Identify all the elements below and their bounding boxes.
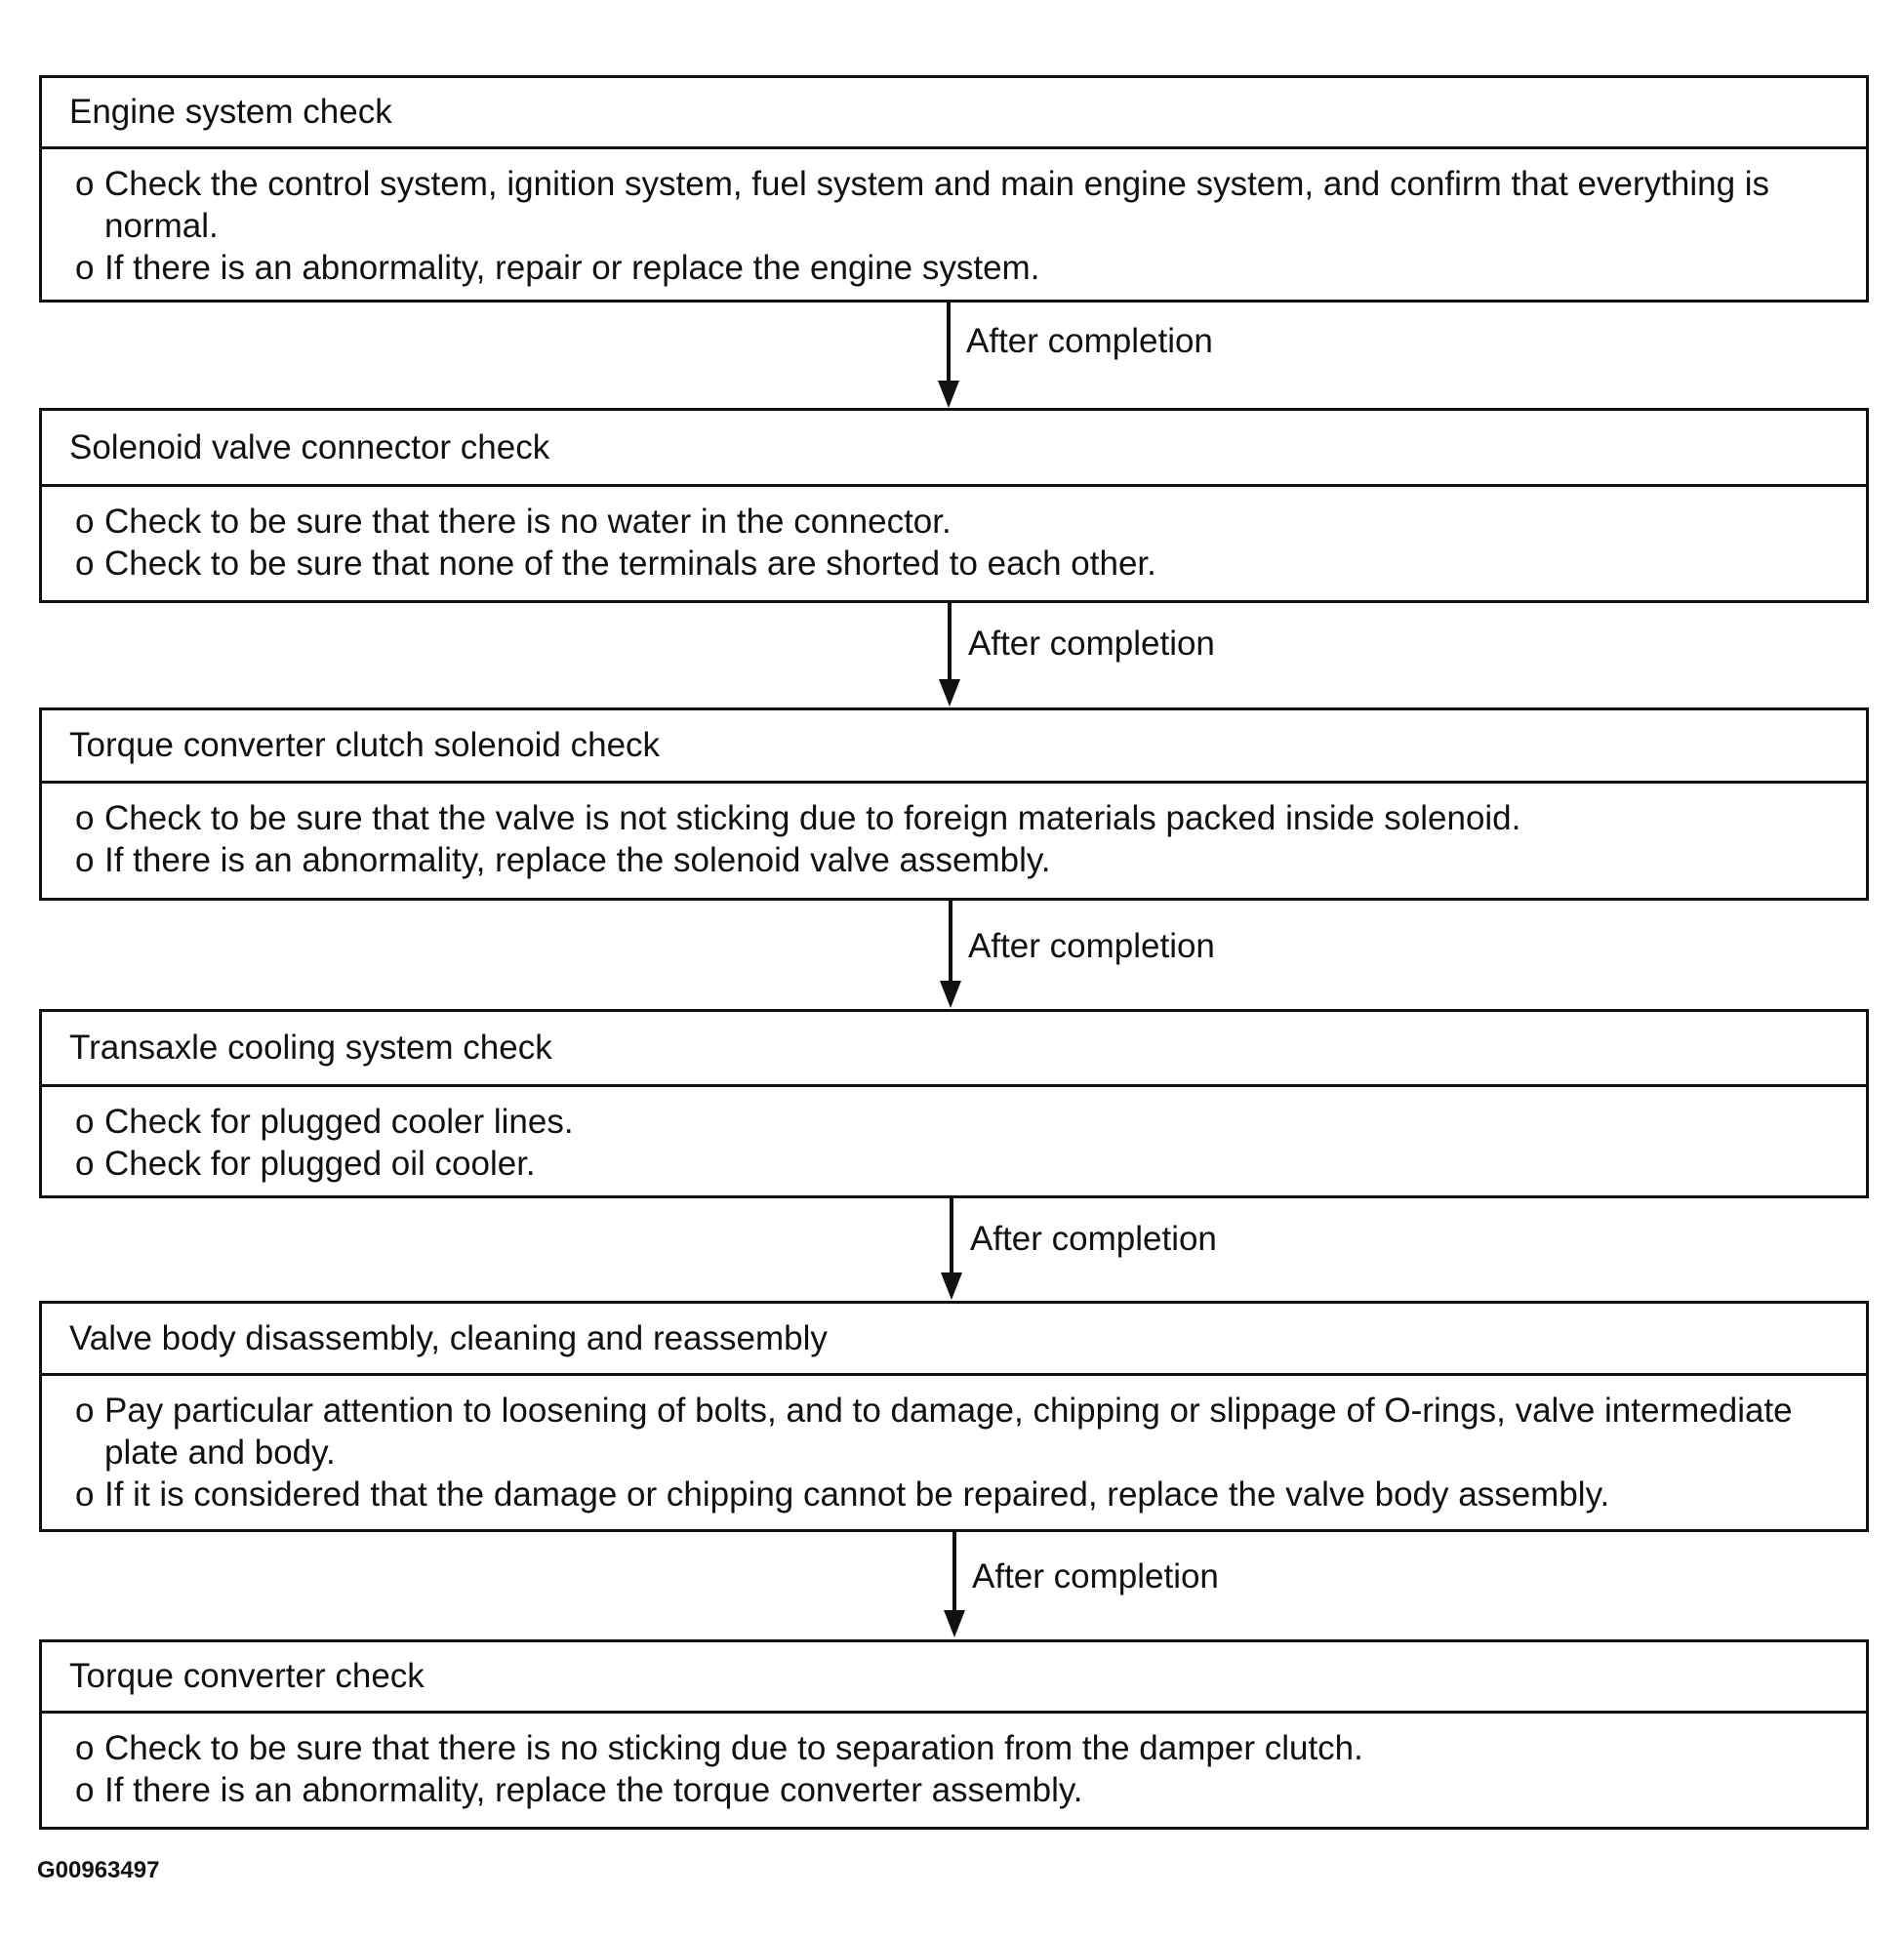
- bullet-item: [75, 1727, 1839, 1769]
- step-body: [42, 149, 1866, 289]
- flow-step-transaxle-cooling-system-check: [39, 1009, 1869, 1198]
- flow-step-torque-converter-clutch-solenoid-check: [39, 707, 1869, 901]
- flow-step-engine-system-check: [39, 75, 1869, 303]
- bullet-item: [75, 839, 1839, 881]
- bullet-text: Check for plugged oil cooler.: [104, 1145, 536, 1183]
- bullet-mark: o: [75, 165, 95, 203]
- arrow-head-icon: [941, 1272, 962, 1300]
- arrow-head-icon: [939, 679, 960, 707]
- step-title: Transaxle cooling system check: [42, 1012, 1866, 1087]
- bullet-text: Check to be sure that none of the terminals are shorted to each other.: [104, 545, 1156, 583]
- bullet-text: Check for plugged cooler lines.: [104, 1103, 574, 1141]
- bullet-mark: o: [75, 1771, 95, 1809]
- bullet-mark: o: [75, 249, 95, 287]
- bullet-text: Check to be sure that there is no sticking due to separation from the damper clutch.: [104, 1729, 1363, 1767]
- step-title: Solenoid valve connector check: [42, 411, 1866, 487]
- connector-arrow-line: [947, 303, 951, 383]
- bullet-item: [75, 543, 1839, 585]
- step-body: [42, 1087, 1866, 1185]
- flow-step-solenoid-valve-connector-check: [39, 408, 1869, 603]
- step-title: Valve body disassembly, cleaning and reassembly: [42, 1304, 1866, 1376]
- connector-arrow-line: [950, 1198, 953, 1274]
- step-body: [42, 487, 1866, 585]
- bullet-mark: o: [75, 799, 95, 837]
- step-title: Torque converter clutch solenoid check: [42, 710, 1866, 784]
- bullet-text: If there is an abnormality, replace the torque converter assembly.: [104, 1771, 1083, 1809]
- step-body: [42, 1714, 1866, 1811]
- bullet-text: Check to be sure that there is no water in the connector.: [104, 503, 952, 541]
- arrow-head-icon: [940, 981, 961, 1008]
- bullet-mark: o: [75, 1103, 95, 1141]
- bullet-mark: o: [75, 1729, 95, 1767]
- bullet-text: Pay particular attention to loosening of bolts, and to damage, chipping or slippage of O-rings, valve intermediate plate and body.: [104, 1392, 1793, 1472]
- connector-label: After completion: [966, 322, 1213, 360]
- connector-arrow-line: [949, 901, 952, 983]
- bullet-item: [75, 1474, 1839, 1515]
- bullet-item: [75, 797, 1839, 839]
- arrow-head-icon: [938, 381, 959, 408]
- step-body: [42, 784, 1866, 881]
- flow-step-torque-converter-check: [39, 1639, 1869, 1830]
- connector-arrow-line: [952, 1532, 956, 1612]
- step-title: Engine system check: [42, 78, 1866, 149]
- connector-label: After completion: [972, 1557, 1219, 1595]
- bullet-text: If there is an abnormality, repair or replace the engine system.: [104, 249, 1040, 287]
- bullet-text: If it is considered that the damage or chipping cannot be repaired, replace the valve body assembly.: [104, 1475, 1610, 1514]
- bullet-item: [75, 1390, 1839, 1474]
- bullet-item: [75, 501, 1839, 543]
- arrow-head-icon: [944, 1610, 965, 1637]
- bullet-text: Check to be sure that the valve is not sticking due to foreign materials packed inside solenoid.: [104, 799, 1521, 837]
- bullet-mark: o: [75, 1145, 95, 1183]
- flow-step-valve-body-disassembly: [39, 1301, 1869, 1532]
- step-title: Torque converter check: [42, 1642, 1866, 1714]
- connector-arrow-line: [948, 603, 952, 681]
- bullet-item: [75, 247, 1839, 289]
- figure-id: G00963497: [37, 1857, 160, 1883]
- bullet-text: If there is an abnormality, replace the solenoid valve assembly.: [104, 841, 1051, 879]
- bullet-text: Check the control system, ignition system, fuel system and main engine system, and confirm that everything is normal.: [104, 165, 1770, 245]
- connector-label: After completion: [968, 927, 1215, 965]
- bullet-item: [75, 1143, 1839, 1185]
- bullet-item: [75, 163, 1839, 247]
- bullet-mark: o: [75, 841, 95, 879]
- bullet-item: [75, 1769, 1839, 1811]
- bullet-item: [75, 1101, 1839, 1143]
- bullet-mark: o: [75, 1392, 95, 1430]
- bullet-mark: o: [75, 545, 95, 583]
- step-body: [42, 1376, 1866, 1515]
- bullet-mark: o: [75, 503, 95, 541]
- connector-label: After completion: [970, 1220, 1217, 1258]
- bullet-mark: o: [75, 1475, 95, 1514]
- connector-label: After completion: [968, 625, 1215, 663]
